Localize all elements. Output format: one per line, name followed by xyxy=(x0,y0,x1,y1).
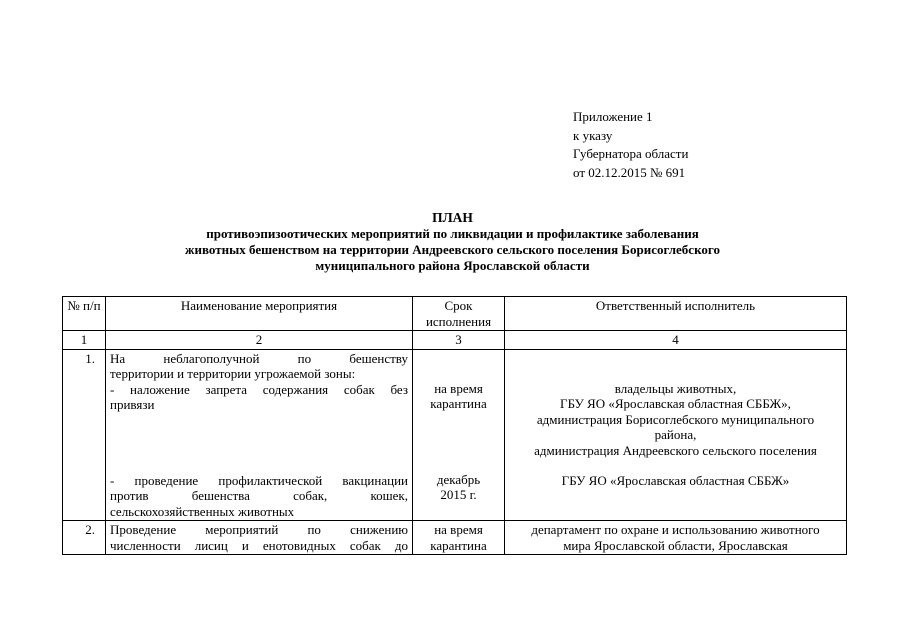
column-number-row xyxy=(63,331,847,350)
annex-ref: к указу xyxy=(573,127,613,143)
row-term: на время карантина xyxy=(413,521,505,555)
row-number: 2. xyxy=(63,521,106,555)
header-name: Наименование мероприятия xyxy=(106,297,413,331)
annex-title: Приложение 1 xyxy=(573,109,653,124)
plan-subtitle-line1: противоэпизоотических мероприятий по ликвидации и профилактике заболевания xyxy=(206,226,699,241)
table-row xyxy=(63,349,847,521)
row-number: 1. xyxy=(63,349,106,521)
plan-heading: ПЛАН xyxy=(432,210,473,225)
header-num: № п/п xyxy=(63,297,106,331)
colnum-2: 2 xyxy=(106,331,413,350)
plan-subtitle-line3: муниципального района Ярославской области xyxy=(315,258,590,273)
annex-date-number: от 02.12.2015 № 691 xyxy=(573,164,686,180)
header-executor: Ответственный исполнитель xyxy=(505,297,847,331)
header-term: Срок исполнения xyxy=(413,297,505,331)
plan-title xyxy=(0,210,905,274)
table-row xyxy=(63,521,847,555)
row-executor: владельцы животных, ГБУ ЯО «Ярославская областная СББЖ», администрация Борисоглебского муниципального района, администрация Андреевского сельского поселения ГБУ ЯО «Ярославская областная СББЖ» xyxy=(505,349,847,521)
table-header-row xyxy=(63,297,847,331)
row-activity: Проведение мероприятий по снижению численности лисиц и енотовидных собак до xyxy=(106,521,413,555)
annex-authority: Губернатора области xyxy=(573,146,689,161)
colnum-3: 3 xyxy=(413,331,505,350)
annex-block xyxy=(573,108,688,182)
row-executor: департамент по охране и использованию животного мира Ярославской области, Ярославская xyxy=(505,521,847,555)
plan-table xyxy=(62,296,847,555)
row-term: на время карантина декабрь 2015 г. xyxy=(413,349,505,521)
colnum-1: 1 xyxy=(63,331,106,350)
plan-subtitle-line2: животных бешенством на территории Андреевского сельского поселения Борисоглебского xyxy=(185,242,720,257)
row-activity: На неблагополучной по бешенству территории и территории угрожаемой зоны: - наложение запрета содержания собак без привязи - проведение профилактической вакцинации против бешенства собак, кошек, сельскохозяйственных животных xyxy=(106,349,413,521)
colnum-4: 4 xyxy=(505,331,847,350)
